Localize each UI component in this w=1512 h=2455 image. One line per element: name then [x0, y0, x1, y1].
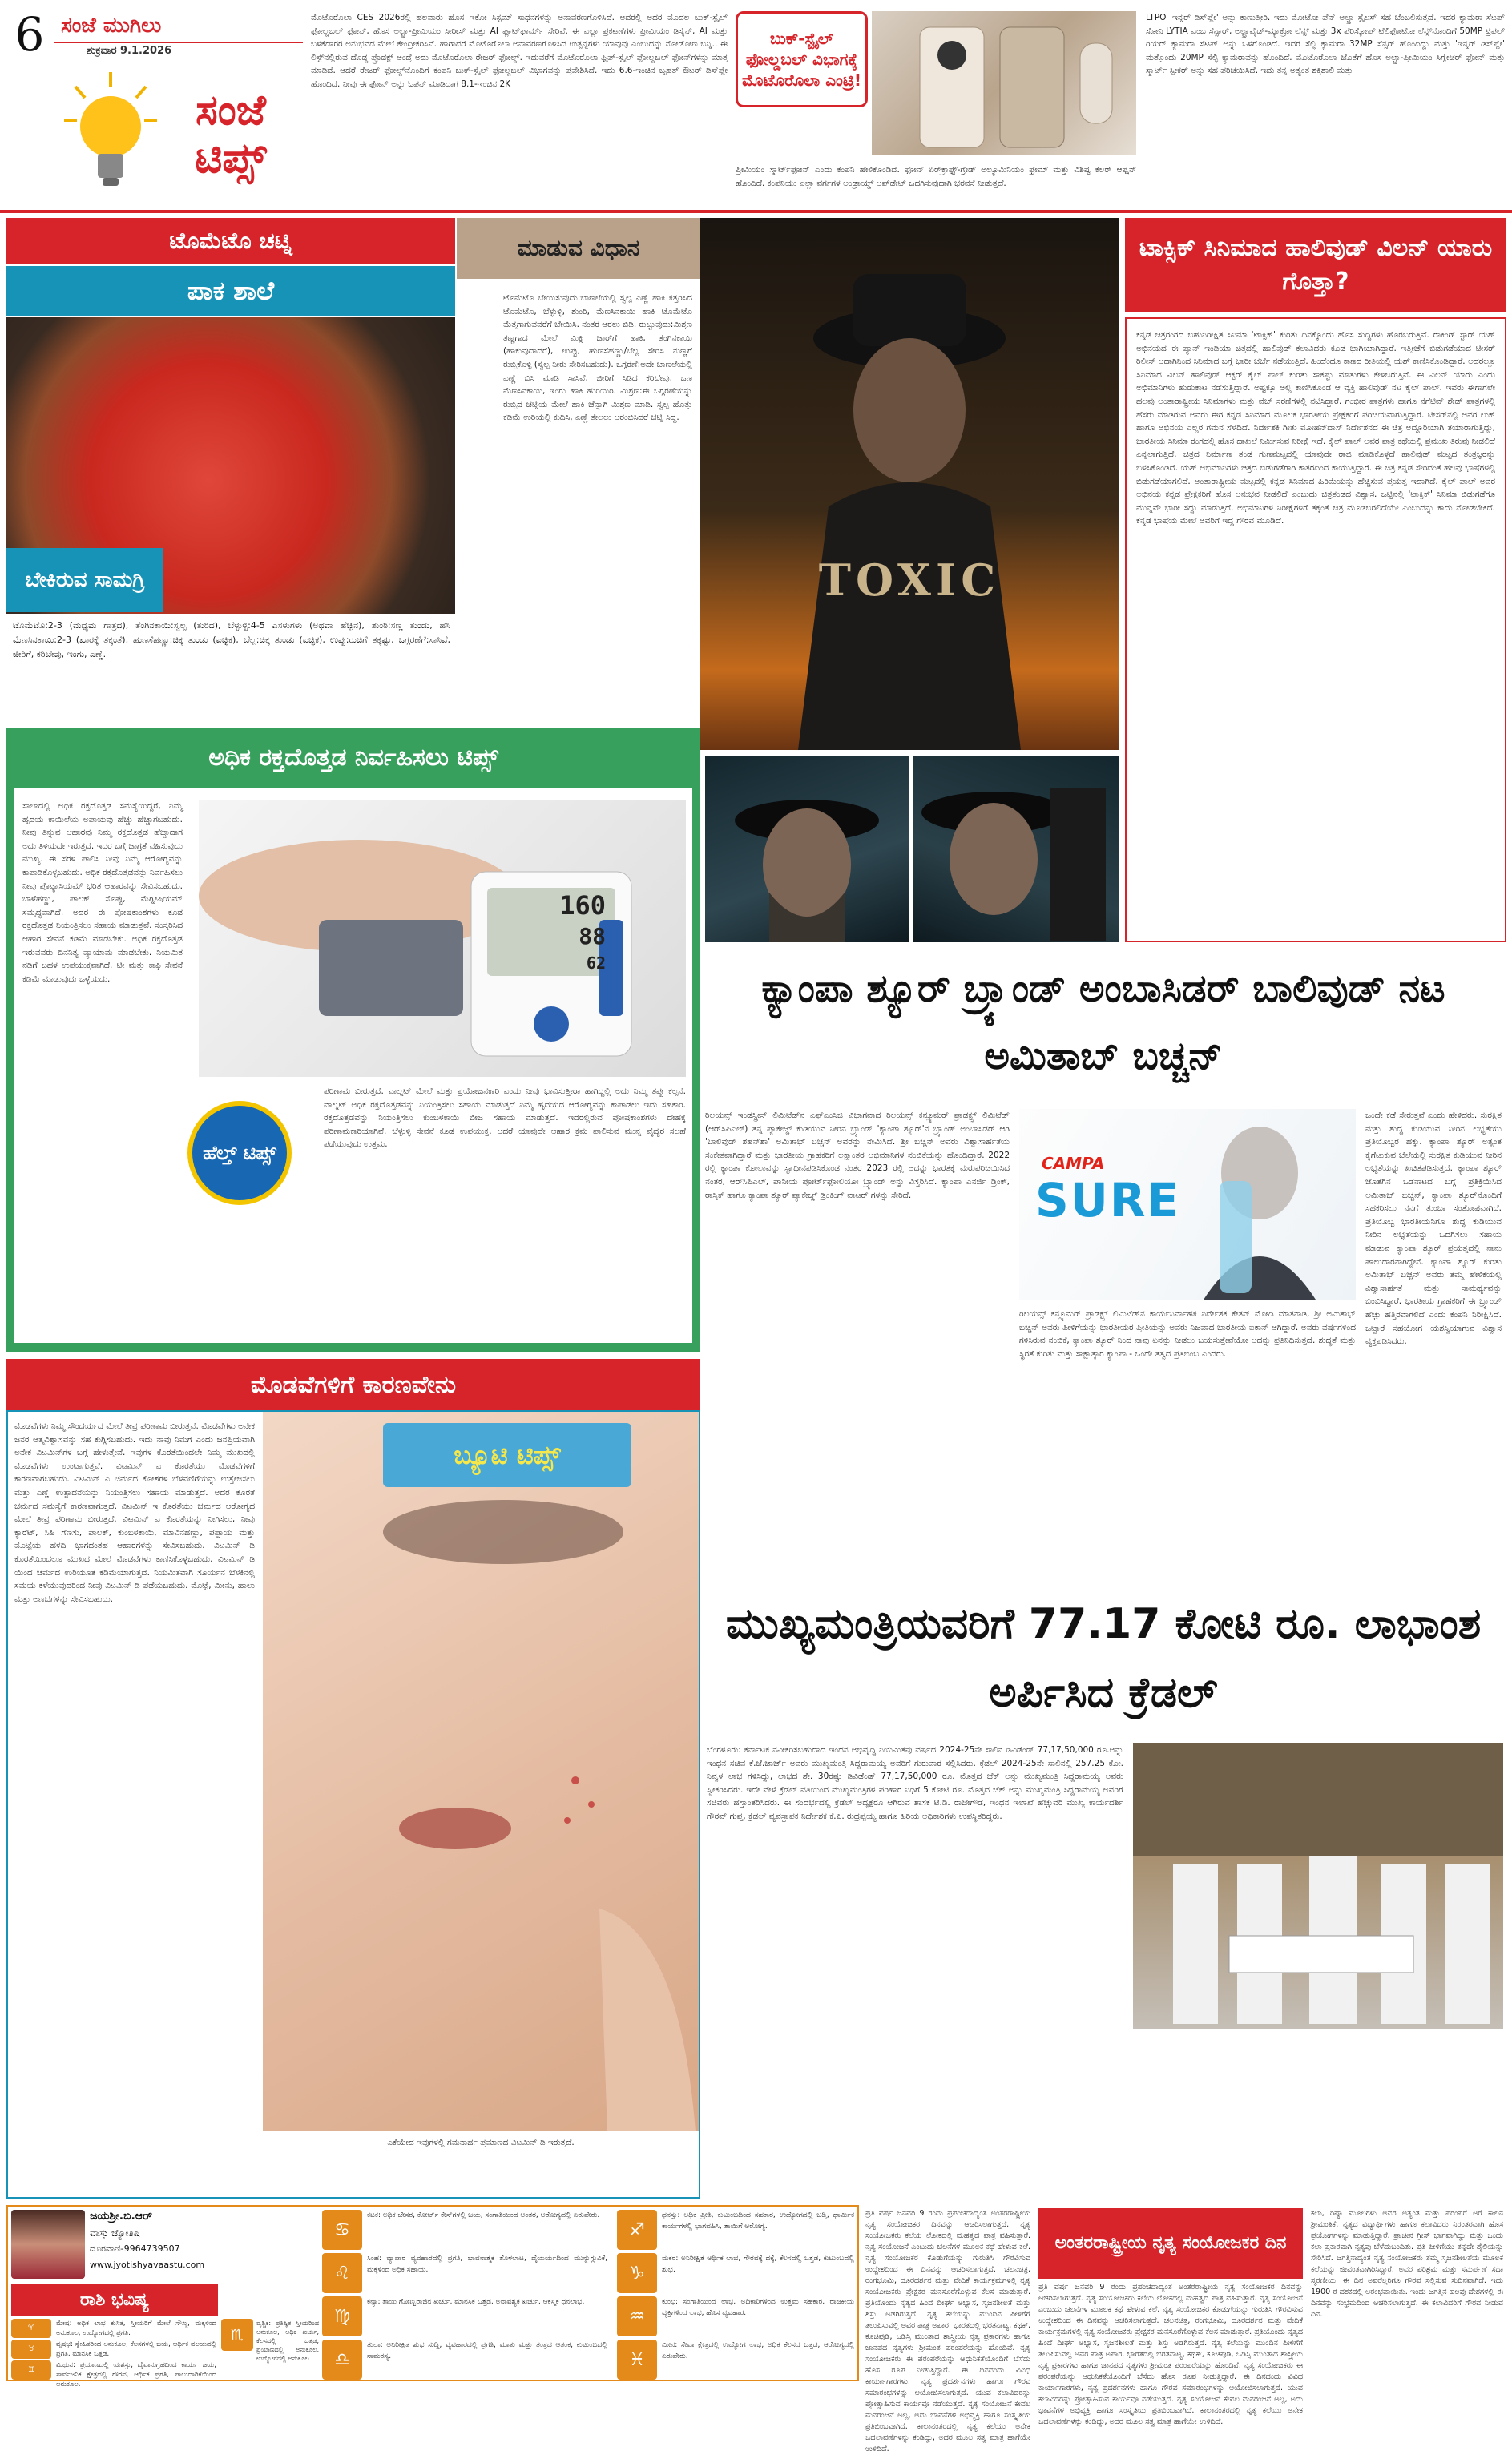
toxic-poster	[700, 218, 1119, 750]
beauty-tips-badge: ಬ್ಯೂಟಿ ಟಿಪ್ಸ್	[383, 1423, 631, 1487]
campa-body-left: ರಿಲಯನ್ಸ್ ಇಂಡಸ್ಟ್ರೀಸ್ ಲಿಮಿಟೆಡ್‌ನ ಎಫ್‌ಎಂಸಿಜಿ ವಿಭಾಗವಾದ ರಿಲಯನ್ಸ್ ಕನ್ಸ್ಯೂಮರ್ ಪ್ರಾಡಕ್ಟ್ಸ್ ಲಿಮಿಟೆಡ್ (ಆರ್‌ಸಿಪಿಎಲ್) ತನ್ನ ಪ್ಯಾಕೇಜ್ಡ್ ಕುಡಿಯುವ ನೀರಿನ ಬ್ರ್ಯಾಂಡ್ 'ಕ್ಯಾಂಪಾ ಶ್ಯೂರ್'ನ ಬ್ರ್ಯಾಂಡ್ ಅಂಬಾಸಿಡರ್ ಆಗಿ 'ಬಾಲಿವುಡ್ ಶಹನ್‌ಶಾ' ಅಮಿತಾಭ್ ಬಚ್ಚನ್ ಅವರನ್ನು ನೇಮಿಸಿದೆ. ಶ್ರೀ ಬಚ್ಚನ್ ಅವರು ವಿಶ್ವಾಸಾರ್ಹತೆಯ ಸಂಕೇತವಾಗಿದ್ದಾರೆ ಮತ್ತು ಭಾರತೀಯ ಗ್ರಾಹಕರಿಗೆ ಲಕ್ಷಾಂತರ ಅಭಿಮಾನಿಗಳ ನಂಬಿಕೆಯನ್ನು ಹೊಂದಿದ್ದಾರೆ. 2022 ರಲ್ಲಿ ಕ್ಯಾಂಪಾ ಕೋಲಾವನ್ನು ಸ್ವಾಧೀನಪಡಿಸಿಕೊಂಡ ನಂತರ 2023 ರಲ್ಲಿ ಅದನ್ನು ಭಾರತಕ್ಕೆ ಮರುಪರಿಚಯಿಸಿದ ನಂತರ, ಆರ್‌ಸಿಪಿಎಲ್, ಪಾನೀಯ ಪೋರ್ಟ್‌ಫೋಲಿಯೋ ಬ್ರ್ಯಾಂಡ್ ಅನ್ನು ವಿಸ್ತರಿಸಿದೆ. ಕ್ಯಾಂಪಾ ಎನರ್ಜಿ ಡ್ರಿಂಕ್, ರಾಸ್ಕಿಕ್ ಹಾಗೂ ಕ್ಯಾಂಪಾ ಶ್ಯೂರ್ ಪ್ಯಾಕೇಜ್ಡ್ ಡ್ರಿಂಕಿಂಗ್ ವಾಟರ್ ಗಳನ್ನು ಸೇರಿದೆ.	[705, 1111, 1010, 1200]
tech-body-right: LTPO 'ಇನ್ನರ್ ಡಿಸ್‌ಪ್ಲೇ' ಅನ್ನು ಕಾಣುತ್ತೀರಿ. ಇದು ಮೋಟೋ ಪೆನ್ ಅಲ್ಟ್ರಾ ಸ್ಟೈಲಸ್ ಸಹ ಬೆಂಬಲಿಸುತ್ತದೆ. ಇದರ ಕ್ಯಾಮರಾ ಸೆಟಪ್ ಸೋನಿ LYTIA ಎಂಬ ಸೆನ್ಸಾರ್, ಅಲ್ಟ್ರಾವೈಡ್-ಮ್ಯಾಕ್ರೋ ಲೆನ್ಸ್ ಮತ್ತು 3x ಪೆರಿಸ್ಕೋಪ್ ಟೆಲಿಫೋಟೋ ಲೆನ್ಸ್‌ನೊಂದಿಗೆ 50MP ಟ್ರಿಪಲ್ ರಿಯರ್ ಕ್ಯಾಮರಾ ಸೆಟಪ್ ಅನ್ನು ಒಳಗೊಂಡಿದೆ. ಇದರ ಸೆಲ್ಫಿ ಕ್ಯಾಮರಾ 32MP ಸೆನ್ಸರ್ ಹೊಂದಿದ್ದು ಮತ್ತು 'ಇನ್ನರ್ ಡಿಸ್‌ಪ್ಲೇ' ಮತ್ತೊಂದು 20MP ಸೆಲ್ಫಿ ಕ್ಯಾಮರಾವನ್ನು ಹೊಂದಿದೆ. ಮೊಟೊರೊಲಾ ಜೊತೆಗೆ ಹೊಸ ಅಲ್ಟ್ರಾ-ಪ್ರೀಮಿಯಂ ಸಿಗ್ನೇಚರ್ ಫೋನ್ ಮತ್ತು ಸ್ಮಾರ್ಟ್ ಸ್ಪೀಕರ್ ಅನ್ನು ಸಹ ಪರಿಚಯಿಸಿದೆ. ಇದು ತನ್ನ ಅತ್ಯಂತ ಶಕ್ತಿಶಾಲಿ ಮತ್ತು	[1146, 13, 1505, 76]
recipe-method-label: ಮಾಡುವ ವಿಧಾನ	[457, 218, 700, 279]
paper-name-banner	[54, 8, 303, 43]
paper-name: ಸಂಜೆ ಮುಗಿಲು	[61, 14, 162, 38]
divider	[0, 210, 1512, 213]
scorpio-icon: ♏	[221, 2319, 253, 2351]
campa-headline: ಕ್ಯಾಂಪಾ ಶ್ಯೂರ್ ಬ್ರ್ಯಾಂಡ್ ಅಂಬಾಸಿಡರ್ ಬಾಲಿವುಡ್ ನಟ ಅಮಿತಾಬ್ ಬಚ್ಚನ್	[761, 966, 1445, 1078]
libra-icon: ♎	[322, 2340, 362, 2380]
rashi-column-2: ♋ ಕಟಕ: ಅಧಿಕ ಬೇಸರ, ಕೋರ್ಟ್ ಕೇಸ್‌ಗಳಲ್ಲಿ ಜಯ, ಸಂಗಾತಿಯಿಂದ ಆಂತರ, ಆರೋಗ್ಯದಲ್ಲಿ ಏರುಪೇರು. ♌ ಸಿಂಹ: ವ್ಯಾಪಾರ ವ್ಯವಹಾರದಲ್ಲಿ ಪ್ರಗತಿ, ಭಾವನಾತ್ಮಕ ತೊಳಲಾಟ, ದೈಯರ್ಯದಿಂದ ಮುನ್ನುಗ್ಗುವಿಕೆ, ಮಕ್ಕಳಿಂದ ಅಧಿಕ ಸಹಾಯ. ♍ ಕನ್ಯಾ: ತಾಯಿ ಗೋಣ್ವರಾಜಿನ ಖರ್ಚು, ಮಾನಸಿಕ ಒತ್ತಡ, ಅನಾವಶ್ಯಕ ಖರ್ಚು, ಆಕಸ್ಮಿಕ ಧನಲಾಭ. ♎ ತುಲಾ: ಅನಿರೀಕ್ಷಿತ ಶುಭ ಸುದ್ದಿ, ವ್ಯವಹಾರದಲ್ಲಿ ಪ್ರಗತಿ, ಮಾತು ಮತ್ತು ತಂತ್ರದ ಆತಂಕ, ಕುಟುಂಬದಲ್ಲಿ ಸಾಮರಸ್ಯ.	[322, 2210, 611, 2380]
astrologer-website: www.jyotishyavaastu.com	[90, 2259, 205, 2270]
dance-article	[865, 2205, 1506, 2453]
campa-ad-image	[1019, 1109, 1356, 1300]
virgo-icon: ♍	[322, 2296, 362, 2336]
gemini-icon: ♊	[11, 2360, 51, 2380]
health-tips-badge: ಹೆಲ್ತ್ ಟಿಪ್ಸ್	[187, 1101, 292, 1205]
bp-monitor-photo	[199, 800, 686, 1077]
toxic-poster-title: TOXIC	[818, 554, 1001, 606]
campa-logo-main: SURE	[1035, 1173, 1181, 1228]
aquarius-icon: ♒	[617, 2296, 657, 2336]
kitchen-label-bar: ಪಾಕ ಶಾಲೆ	[6, 266, 455, 316]
acne-photo-caption: ಎಕೆಯೇದ ಇವುಗಳಲ್ಲಿ ಗಮನಾರ್ಹ ಪ್ರಮಾಣದ ವಿಟಮಿನ್ ಡಿ ಇರುತ್ತದೆ.	[387, 2138, 575, 2147]
campa-body-mid: ರಿಲಯನ್ಸ್ ಕನ್ಸ್ಯೂಮರ್ ಪ್ರಾಡಕ್ಟ್ಸ್ ಲಿಮಿಟೆಡ್‌ನ ಕಾರ್ಯನಿರ್ವಾಹಕ ನಿರ್ದೇಶಕ ಕೇತನ್ ಮೋದಿ ಮಾತನಾಡಿ, ಶ್ರೀ ಅಮಿತಾಭ್ ಬಚ್ಚನ್ ಅವರು ಪೀಳಿಗೆಯನ್ನು ಭಾರತೀಯರ ಪ್ರೀತಿಯನ್ನು ಅವರು ನಿಜವಾದ ಭಾರತೀಯ ಐಕಾನ್ ಆಗಿದ್ದಾರೆ. ಅವರು ವರ್ಷಗಳಿಂದ ಗಳಿಸಿರುವ ನಂಬಿಕೆ, ಕ್ಯಾಂಪಾ ಶ್ಯೂರ್ ನಿಂದ ನಾವು ಏನನ್ನು ನೀಡಲು ಬಯಸುತ್ತೇವೆಯೋ ಅದನ್ನು ಪ್ರತಿನಿಧಿಸುತ್ತದೆ. ಶುದ್ಧತೆ ಮತ್ತು ಸ್ಥಿರತೆ ಕುರಿತು ಮತ್ತು ಸಾಕ್ಷಾತ್ಕಾರ ಕ್ಯಾಂಪಾ - ಒಂದೇ ತತ್ವದ ಪ್ರತಿಬಿಂಬ ಎಂದರು.	[1019, 1309, 1356, 1359]
astrologer-phone: ದೂರವಾಣಿ-9964739507	[90, 2243, 180, 2254]
bp-section	[6, 728, 700, 1352]
tech-body-bottom: ಪ್ರೀಮಿಯಂ ಸ್ಮಾರ್ಟ್‌ಫೋನ್ ಎಂದು ಕಂಪನಿ ಹೇಳಿಕೊಂಡಿದೆ. ಫೋನ್ ಏರ್‌ಕ್ರಾಫ್ಟ್-ಗ್ರೇಡ್ ಅಲ್ಯೂಮಿನಿಯಂ ಫ್ರೇಮ್ ಮತ್ತು ವಿಶಿಷ್ಟ ಕಲರ್ ಆಪ್ಷನ್ ಹೊಂದಿದೆ. ಕಂಪನಿಯು ಎಲ್ಲಾ ವರ್ಗಗಳ ಅಂಡ್ರಾಯ್ಡ್ ಅಪ್‌ಡೇಟ್ ಒದಗಿಸುವುದಾಗಿ ಭರವಸೆ ನೀಡುತ್ತದೆ.	[736, 165, 1136, 188]
aries-icon: ♈	[11, 2319, 51, 2338]
recipe-title: ಟೊಮೆಟೊ ಚಟ್ನಿ	[6, 218, 455, 264]
cm-event-photo	[1133, 1743, 1503, 2029]
bp-body-right: ಪರಿಣಾಮ ಬೀರುತ್ತದೆ. ವಾಲ್ನಟ್ ಮೇಲೆ ಮತ್ತು ಪ್ರಯೋಜನಕಾರಿ ಎಂದು ನೀವು ಭಾವಿಸುತ್ತೀರಾ ಹಾಗಿದ್ದಲ್ಲಿ ಅದು ನಿಮ್ಮ ತಪ್ಪು ಕಲ್ಪನೆ. ವಾಲ್ನಟ್ ಅಧಿಕ ರಕ್ತದೊತ್ತಡವನ್ನು ನಿಯಂತ್ರಿಸಲು ಸಹಾಯ ಮಾಡುತ್ತದೆ ನಿಮ್ಮ ಹೃದಯದ ಆರೋಗ್ಯವನ್ನು ಕಾಪಾಡಲು ಇದು ಸಹಕಾರಿ. ರಕ್ತದೊತ್ತಡವನ್ನು ನಿಯಂತ್ರಿಸಲು ಕುಂಬಳಕಾಯಿ ಬೀಜ ಸಹಾಯ ಮಾಡುತ್ತದೆ. ಇದರಲ್ಲಿರುವ ಪೋಷಕಾಂಶಗಳು ದೇಹಕ್ಕೆ ಪರಿಣಾಮಕಾರಿಯಾಗಿವೆ. ಬೆಳ್ಳುಳ್ಳಿ ಸೇವನೆ ಕೂಡ ಉಪಯುಕ್ತ. ಆದರೆ ಯಾವುದೇ ಆಹಾರ ಕ್ರಮ ಪಾಲಿಸುವ ಮುನ್ನ ವೈದ್ಯರ ಸಲಹೆ ಪಡೆಯುವುದು ಉತ್ತಮ.	[324, 1086, 686, 1150]
bp-body-box	[14, 788, 692, 1343]
acne-section	[6, 1359, 700, 2199]
acne-face-photo	[263, 1412, 699, 2131]
dance-headline: ಅಂತರರಾಷ್ಟ್ರೀಯ ನೃತ್ಯ ಸಂಯೋಜಕರ ದಿನ	[1038, 2208, 1303, 2279]
rashi-item: ♉ ವೃಷಭ: ಸ್ನೇಹಿತರಿಂದ ಅನುಕೂಲ, ಕೆಲಸಗಳಲ್ಲಿ ಜಯ, ಆರ್ಥಿಕ ವಲಯದಲ್ಲಿ ಪ್ರಗತಿ, ಮಾನಸಿಕ ಒತ್ತಡ.	[11, 2340, 218, 2359]
ingredients-label: ಬೇಕಿರುವ ಸಾಮಗ್ರಿ	[6, 548, 163, 612]
tech-article	[311, 11, 1505, 204]
toxic-body-frame	[1125, 317, 1506, 942]
astrologer-role: ವಾಸ್ತು ಜ್ಯೋತಿಷಿ	[90, 2227, 140, 2239]
campa-logo-top: CAMPA	[1042, 1154, 1105, 1173]
rashi-item: ♈ ಮೇಷ: ಅಧಿಕ ಲಾಭ ಕುಸಿತ, ಸ್ತ್ರೀಯರಿಗೆ ಮೇಲೆ ಸೌಖ್ಯ, ಮಕ್ಕಳಿಂದ ಅನುಕೂಲ, ಉದ್ಯೋಗದಲ್ಲಿ ಪ್ರಗತಿ.	[11, 2319, 218, 2338]
rashi-item: ♏ ವೃಶ್ಚಿಕ: ಪ್ರತಿಷ್ಠಿತ ಸ್ತ್ರೀಯರಿಂದ ಅನುಕೂಲ, ಅಧಿಕ ಖರ್ಚು, ಕೆಲಸದಲ್ಲಿ ಒತ್ತಡ, ಪ್ರಯಾಣದಲ್ಲಿ ಅನುಕೂಲ, ಉದ್ಯೋಗದಲ್ಲಿ ಅನುಕೂಲ.	[221, 2319, 319, 2380]
sagittarius-icon: ♐	[617, 2210, 657, 2250]
cancer-icon: ♋	[322, 2210, 362, 2250]
tech-headline: ಬುಕ್-ಸ್ಟೈಲ್ ಫೋಲ್ಡಬಲ್ ವಿಭಾಗಕ್ಕೆ ಮೊಟೊರೊಲಾ ಎಂಟ್ರಿ!	[736, 11, 868, 107]
capricorn-icon: ♑	[617, 2253, 657, 2293]
cm-article	[700, 1583, 1506, 2205]
cm-body: ಬೆಂಗಳೂರು: ಕರ್ನಾಟಕ ನವೀಕರಿಸಬಹುದಾದ ಇಂಧನ ಅಭಿವೃದ್ಧಿ ನಿಯಮಿತವು ವರ್ಷದ 2024-25ನೇ ಸಾಲಿನ ಡಿವಿಡೆಂಡ್ 77,17,50,000 ರೂ.ಅನ್ನು ಇಂಧನ ಸಚಿವ ಕೆ.ಜೆ.ಜಾರ್ಜ್ ಅವರು ಮುಖ್ಯಮಂತ್ರಿ ಸಿದ್ದರಾಮಯ್ಯ ಅವರಿಗೆ ಗುರುವಾರ ಸಲ್ಲಿಸಿದರು. ಕ್ರೆಡಲ್ 2024-25ನೇ ಸಾಲಿನಲ್ಲಿ 257.25 ಕೋ. ನಿವ್ವಳ ಲಾಭ ಗಳಿಸಿದ್ದು, ಲಾಭದ ಶೇ. 30ರಷ್ಟು ಡಿವಿಡೆಂಡ್ 77,17,50,000 ರೂ. ಮೊತ್ತದ ಚೆಕ್ ಅನ್ನು ಮುಖ್ಯಮಂತ್ರಿ ಸಿದ್ದರಾಮಯ್ಯ ಅವರು ಸ್ವೀಕರಿಸಿದರು. ಇದೇ ವೇಳೆ ಕ್ರೆಡಲ್ ವತಿಯಿಂದ ಮುಖ್ಯಮಂತ್ರಿಗಳ ಪರಿಹಾರ ನಿಧಿಗೆ 5 ಕೋಟಿ ರೂ. ಮೊತ್ತದ ಚೆಕ್ ಅನ್ನು ಮುಖ್ಯಮಂತ್ರಿ ಸಿದ್ದರಾಮಯ್ಯ ಅವರಿಗೆ ಸಚಿವರು ಹಸ್ತಾಂತರಿಸಿದರು. ಈ ಸಂದರ್ಭದಲ್ಲಿ ಕ್ರೆಡಲ್ ಅಧ್ಯಕ್ಷರೂ ಆಗಿರುವ ಶಾಸಕ ಟಿ.ಡಿ. ರಾಜೇಗೌಡ, ಇಂಧನ ಇಲಾಖೆ ಹೆಚ್ಚುವರಿ ಮುಖ್ಯ ಕಾರ್ಯದರ್ಶಿ ಗೌರವ್ ಗುಪ್ತ, ಕ್ರೆಡಲ್ ವ್ಯವಸ್ಥಾಪಕ ನಿರ್ದೇಶಕ ಕೆ.ಪಿ. ರುದ್ರಪ್ಪಯ್ಯ ಹಾಗೂ ಹಿರಿಯ ಅಧಿಕಾರಿಗಳು ಉಪಸ್ಥಿತರಿದ್ದರು.	[707, 1745, 1123, 1821]
ingredients-text: ಟೊಮೆಟೊ:2-3 (ಮಧ್ಯಮ ಗಾತ್ರದ), ತೆಂಗಿನಕಾಯಿ:ಸ್ವಲ್ಪ (ತುರಿದ), ಬೆಳ್ಳುಳ್ಳಿ:4-5 ಎಸಳುಗಳು (ಅಥವಾ ಹೆಚ್ಚಿನ), ಶುಂಠಿ:ಸಣ್ಣ ತುಂಡು, ಹಸಿ ಮೆಣಸಿನಕಾಯಿ:2-3 (ಖಾರಕ್ಕೆ ತಕ್ಕಂತೆ), ಹುಣಸೆಹಣ್ಣು:ಚಿಕ್ಕ ತುಂಡು (ಐಚ್ಛಿಕ), ಬೆಲ್ಲ:ಚಿಕ್ಕ ತುಂಡು (ಐಚ್ಛಿಕ), ಉಪ್ಪು:ರುಚಿಗೆ ತಕ್ಕಷ್ಟು, ಒಗ್ಗರಣೆಗೆ:ಸಾಸಿವೆ, ಜೀರಿಗೆ, ಕರಿಬೇವು, ಇಂಗು, ಎಣ್ಣೆ.	[13, 620, 450, 659]
toxic-article	[1125, 218, 1506, 942]
rashi-title: ರಾಶಿ ಭವಿಷ್ಯ	[11, 2284, 218, 2316]
leo-icon: ♌	[322, 2253, 362, 2293]
dance-body-bottom: ಪ್ರತಿ ವರ್ಷ ಜನವರಿ 9 ರಂದು ಪ್ರಪಂಚದಾದ್ಯಂತ ಅಂತರರಾಷ್ಟ್ರೀಯ ನೃತ್ಯ ಸಂಯೋಜಕರ ದಿನವನ್ನು ಆಚರಿಸಲಾಗುತ್ತದೆ. ನೃತ್ಯ ಸಂಯೋಜಕರು ಕಲೆಯ ಲೋಕದಲ್ಲಿ ಮಹತ್ವದ ಪಾತ್ರ ವಹಿಸುತ್ತಾರೆ. ನೃತ್ಯ ಸಂಯೋಜನೆ ಎಂಬುದು ಚಲನೆಗಳ ಮೂಲಕ ಕಥೆ ಹೇಳುವ ಕಲೆ. ನೃತ್ಯ ಸಂಯೋಜಕರ ಕೊಡುಗೆಯನ್ನು ಗುರುತಿಸಿ ಗೌರವಿಸುವ ಉದ್ದೇಶದಿಂದ ಈ ದಿನವನ್ನು ಆಚರಿಸಲಾಗುತ್ತದೆ. ಚಲನಚಿತ್ರ, ರಂಗಭೂಮಿ, ದೂರದರ್ಶನ ಮತ್ತು ವೇದಿಕೆ ಕಾರ್ಯಕ್ರಮಗಳಲ್ಲಿ ನೃತ್ಯ ಸಂಯೋಜಕರು ಪ್ರೇಕ್ಷಕರ ಮನಸೂರೆಗೊಳ್ಳುವ ಕೆಲಸ ಮಾಡುತ್ತಾರೆ. ಪ್ರತಿಯೊಂದು ನೃತ್ಯದ ಹಿಂದೆ ದೀರ್ಘ ಅಭ್ಯಾಸ, ಸೃಜನಶೀಲತೆ ಮತ್ತು ಶಿಸ್ತು ಅಡಗಿರುತ್ತದೆ. ನೃತ್ಯ ಕಲೆಯನ್ನು ಮುಂದಿನ ಪೀಳಿಗೆಗೆ ತಲುಪಿಸುವಲ್ಲಿ ಅವರ ಪಾತ್ರ ಅಪಾರ. ಭಾರತದಲ್ಲಿ ಭರತನಾಟ್ಯ, ಕಥಕ್, ಕೂಚಿಪುಡಿ, ಒಡಿಸ್ಸಿ ಮುಂತಾದ ಶಾಸ್ತ್ರೀಯ ನೃತ್ಯ ಪ್ರಕಾರಗಳು ಹಾಗೂ ಜಾನಪದ ನೃತ್ಯಗಳು ಶ್ರೀಮಂತ ಪರಂಪರೆಯನ್ನು ಹೊಂದಿವೆ. ನೃತ್ಯ ಸಂಯೋಜಕರು ಈ ಪರಂಪರೆಯನ್ನು ಆಧುನಿಕತೆಯೊಂದಿಗೆ ಬೆಸೆದು ಹೊಸ ರೂಪ ನೀಡುತ್ತಿದ್ದಾರೆ. ಈ ದಿನದಂದು ವಿವಿಧ ಕಾರ್ಯಾಗಾರಗಳು, ನೃತ್ಯ ಪ್ರದರ್ಶನಗಳು ಹಾಗೂ ಗೌರವ ಸಮಾರಂಭಗಳನ್ನು ಆಯೋಜಿಸಲಾಗುತ್ತದೆ. ಯುವ ಕಲಾವಿದರನ್ನು ಪ್ರೋತ್ಸಾಹಿಸುವ ಕಾರ್ಯವೂ ನಡೆಯುತ್ತದೆ. ನೃತ್ಯ ಸಂಯೋಜನೆ ಕೇವಲ ಮನರಂಜನೆ ಅಲ್ಲ, ಅದು ಭಾವನೆಗಳ ಅಭಿವ್ಯಕ್ತಿ ಹಾಗೂ ಸಂಸ್ಕೃತಿಯ ಪ್ರತಿಬಿಂಬವಾಗಿದೆ. ಕಾಲಾನಂತರದಲ್ಲಿ ನೃತ್ಯ ಕಲೆಯು ಅನೇಕ ಬದಲಾವಣೆಗಳನ್ನು ಕಂಡಿದ್ದು, ಅದರ ಮೂಲ ಸತ್ವ ಮಾತ್ರ ಹಾಗೆಯೇ ಉಳಿದಿದೆ.	[1038, 2283, 1303, 2426]
phone-product-image	[872, 11, 1136, 155]
astrologer-avatar	[11, 2210, 85, 2279]
tech-body-left: ಮೊಟೊರೊಲಾ CES 2026ರಲ್ಲಿ ಹಲವಾರು ಹೊಸ ಇಕೋ ಸಿಸ್ಟಮ್ ಸಾಧನಗಳನ್ನು ಅನಾವರಣಗೊಳಿಸಿದೆ. ಅದರಲ್ಲಿ ಅದರ ಮೊದಲ ಬುಕ್-ಸ್ಟೈಲ್ ಫೋಲ್ಡಬಲ್ ಫೋನ್, ಹೊಸ ಅಲ್ಟ್ರಾ-ಪ್ರೀಮಿಯಂ ಸೀರೀಸ್ ಮತ್ತು AI ಪ್ಲಾಟ್‌ಫಾರ್ಮ್ ಸೇರಿವೆ. ಈ ಎಲ್ಲಾ ಪ್ರಕಟಣೆಗಳು ಪ್ರೀಮಿಯಂ ಡಿಸೈನ್, AI ಮತ್ತು ಬಳಕೆದಾರರ ಅನುಭವದ ಮೇಲೆ ಕೇಂದ್ರೀಕರಿಸಿವೆ. ಹಾಗಾದರೆ ಮೊಟೊರೊಲಾ ಅನಾವರಣಗೊಳಿಸಿದ ಉತ್ಪನ್ನಗಳು ಯಾವುವು ಎಂಬುದನ್ನು ನೋಡೋಣ ಬನ್ನಿ.. ಈ ಲಿಸ್ಟ್‌ನಲ್ಲಿರುವ ದೊಡ್ಡ ಪ್ರೊಡಕ್ಟ್ ಅಂದ್ರೆ ಅದು ಮೊಟೊರೊಲಾ ರೇಜರ್ ಫೋಲ್ಡ್. ಇದುವರೆಗೆ ಮೊಟೊರೊಲಾ ಫ್ಲಿಪ್-ಸ್ಟೈಲ್ ಫೋಲ್ಡಬಲ್ ಫೋನ್‌ಗಳನ್ನು ಮಾತ್ರ ಮಾಡಿದೆ. ಆದರೆ ರೇಜರ್ ಫೋಲ್ಡ್‌ನೊಂದಿಗೆ ಕಂಪನಿ ಬುಕ್-ಸ್ಟೈಲ್ ಫೋಲ್ಡಬಲ್ ವಿಭಾಗವನ್ನು ಪ್ರವೇಶಿಸಿದೆ. ಇದು 6.6-ಇಂಚಿನ ಬೃಹತ್ ಔಟರ್ ಡಿಸ್‌ಪ್ಲೇ ಹೊಂದಿದೆ. ನೀವು ಈ ಫೋನ್ ಅನ್ನು ಓಪನ್ ಮಾಡಿದಾಗ 8.1-ಇಂಚಿನ 2K	[311, 13, 728, 89]
toxic-headline: ಟಾಕ್ಸಿಕ್ ಸಿನಿಮಾದ ಹಾಲಿವುಡ್ ವಿಲನ್ ಯಾರು ಗೊತ್ತಾ?	[1125, 218, 1506, 312]
campa-body-right: ಒಂದೇ ಕಡೆ ಸೇರುತ್ತವೆ ಎಂದು ಹೇಳಿದರು. ಸುರಕ್ಷಿತ ಮತ್ತು ಶುದ್ಧ ಕುಡಿಯುವ ನೀರಿನ ಲಭ್ಯತೆಯು ಪ್ರತಿಯೊಬ್ಬರ ಹಕ್ಕು. ಕ್ಯಾಂಪಾ ಶ್ಯೂರ್ ಅತ್ಯಂತ ಕೈಗೆಟುಕುವ ಬೆಲೆಯಲ್ಲಿ ಸುರಕ್ಷಿತ ಕುಡಿಯುವ ನೀರಿನ ಲಭ್ಯತೆಯನ್ನು ಖಚಿತಪಡಿಸುತ್ತದೆ. ಕ್ಯಾಂಪಾ ಶ್ಯೂರ್ ಜೊತೆಗಿನ ಒಡನಾಟದ ಬಗ್ಗೆ ಪ್ರತಿಕ್ರಿಯಿಸಿದ ಅಮಿತಾಭ್ ಬಚ್ಚನ್, ಕ್ಯಾಂಪಾ ಶ್ಯೂರ್‌ನೊಂದಿಗೆ ಸಹಕರಿಸಲು ನನಗೆ ತುಂಬಾ ಸಂತೋಷವಾಗಿದೆ. ಪ್ರತಿಯೊಬ್ಬ ಭಾರತೀಯನಿಗೂ ಶುದ್ಧ ಕುಡಿಯುವ ನೀರಿನ ಲಭ್ಯತೆಯನ್ನು ಒದಗಿಸಲು ಸಹಾಯ ಮಾಡುವ ಕ್ಯಾಂಪಾ ಶ್ಯೂರ್ ಪ್ರಯತ್ನದಲ್ಲಿ ನಾನು ಪಾಲುದಾರನಾಗಿದ್ದೇನೆ. ಕ್ಯಾಂಪಾ ಶ್ಯೂರ್ ಕುರಿತು ಅಮಿತಾಭ್ ಬಚ್ಚನ್ ಅವರು ತಮ್ಮ ಹೇಳಿಕೆಯಲ್ಲಿ ವಿಶ್ವಾಸಾರ್ಹತೆ ಮತ್ತು ಸಾಮರ್ಥ್ಯವನ್ನು ಬಿಂಬಿಸಿದ್ದಾರೆ. ಭಾರತೀಯ ಗ್ರಾಹಕರಿಗೆ ಈ ಬ್ರ್ಯಾಂಡ್ ಹೆಚ್ಚು ಹತ್ತಿರವಾಗಲಿದೆ ಎಂದು ಕಂಪನಿ ನಿರೀಕ್ಷಿಸಿದೆ. ಒಟ್ಟಾರೆ ಸಹಯೋಗ ಯಶಸ್ವಿಯಾಗುವ ವಿಶ್ವಾಸ ವ್ಯಕ್ತಪಡಿಸಿದರು.	[1365, 1111, 1502, 1347]
villain-still-1	[705, 756, 909, 942]
rashi-item: ♊ ಮಿಥುನ: ಪ್ರಯಾಣದಲ್ಲಿ ಯಶಸ್ಸು, ದೈವಾನುಗ್ರಹದಿಂದ ಕಾರ್ಯ ಜಯ, ಸಾರ್ವಜನಿಕ ಕ್ಷೇತ್ರದಲ್ಲಿ ಗೌರವ, ಆರ್ಥಿಕ ಪ್ರಗತಿ, ಪಾಲುದಾರಿಕೆಯಿಂದ ಅನುಕೂಲ.	[11, 2360, 218, 2380]
taurus-icon: ♉	[11, 2340, 51, 2359]
astro-section	[6, 2205, 859, 2388]
recipe-section	[6, 218, 700, 726]
section-title: ಸಂಜೆ ಟಿಪ್ಸ್	[195, 87, 267, 183]
bp-body-left: ಸಾಲಾದಲ್ಲಿ ಅಧಿಕ ರಕ್ತದೊತ್ತಡ ಸಮಸ್ಯೆಯಿದ್ದರೆ, ನಿಮ್ಮ ಹೃದಯ ಕಾಯಿಲೆಯ ಅಪಾಯವು ಹೆಚ್ಚು ಹೆಚ್ಚಾಗಬಹುದು. ನೀವು ತಿನ್ನುವ ಆಹಾರವು ನಿಮ್ಮ ರಕ್ತದೊತ್ತಡ ಹೆಚ್ಚಾದಾಗ ಅದು ತಿಳಿಯದೇ ಇರುತ್ತದೆ. ಇದರ ಬಗ್ಗೆ ಜಾಗ್ರತೆ ವಹಿಸುವುದು ಮುಖ್ಯ. ಈ ಸರಳ ಪಾಲಿಸಿ ನೀವು ನಿಮ್ಮ ಆರೋಗ್ಯವನ್ನು ಕಾಪಾಡಿಕೊಳ್ಳಬಹುದು. ಅಧಿಕ ರಕ್ತದೊತ್ತಡವನ್ನು ನಿರ್ವಹಿಸಲು ನೀವು ಪೊಟ್ಯಾಸಿಯಮ್ ಭರಿತ ಆಹಾರವನ್ನು ಸೇವಿಸಬಹುದು. ಬಾಳೆಹಣ್ಣು, ಪಾಲಕ್ ಸೊಪ್ಪು, ಮೆಗ್ನೀಷಿಯಮ್ ಸಮೃದ್ಧವಾಗಿದೆ. ಅದರ ಈ ಪೋಷಕಾಂಶಗಳು ಕೂಡ ರಕ್ತದೊತ್ತಡ ನಿಯಂತ್ರಿಸಲು ಸಹಾಯ ಮಾಡುತ್ತವೆ. ಸಂಸ್ಕರಿಸಿದ ಆಹಾರ ಸೇವನೆ ಕಡಿಮೆ ಮಾಡಬೇಕು. ಅಧಿಕ ರಕ್ತದೊತ್ತಡ ಇರುವವರು ದಿನನಿತ್ಯ ವ್ಯಾಯಾಮ ಮಾಡಬೇಕು. ನಿಯಮಿತ ನಡಿಗೆ ಬಹಳ ಉಪಯುಕ್ತವಾಗಿದೆ. ಟೀ ಮತ್ತು ಕಾಫಿ ಸೇವನೆ ಕಡಿಮೆ ಮಾಡುವುದು ಒಳ್ಳೆಯದು.	[22, 801, 183, 984]
bp-headline-bar	[6, 728, 700, 787]
bp-headline: ಅಧಿಕ ರಕ್ತದೊತ್ತಡ ನಿರ್ವಹಿಸಲು ಟಿಪ್ಸ್	[208, 743, 498, 772]
bulb-icon	[62, 71, 159, 191]
cm-headline: ಮುಖ್ಯಮಂತ್ರಿಯವರಿಗೆ 77.17 ಕೋಟಿ ರೂ. ಲಾಭಾಂಶ ಅರ್ಪಿಸಿದ ಕ್ರೆಡಲ್	[725, 1600, 1482, 1717]
toxic-body: ಕನ್ನಡ ಚಿತ್ರರಂಗದ ಬಹುನಿರೀಕ್ಷಿತ ಸಿನಿಮಾ 'ಟಾಕ್ಸಿಕ್' ಕುರಿತು ದಿನಕ್ಕೊಂದು ಹೊಸ ಸುದ್ದಿಗಳು ಹೊರಬರುತ್ತಿವೆ. ರಾಕಿಂಗ್ ಸ್ಟಾರ್ ಯಶ್ ಅಭಿನಯದ ಈ ಪ್ಯಾನ್ ಇಂಡಿಯಾ ಚಿತ್ರದಲ್ಲಿ ಹಾಲಿವುಡ್ ಕಲಾವಿದರು ಕೂಡ ಭಾಗಿಯಾಗಿದ್ದಾರೆ. ಇತ್ತೀಚೆಗೆ ಬಿಡುಗಡೆಯಾದ ಟೀಸರ್ ರಿಲೀಸ್ ಆದಾಗಿನಿಂದ ಸಿನಿಮಾದ ಬಗ್ಗೆ ಭಾರೀ ಚರ್ಚೆ ನಡೆಯುತ್ತಿದೆ. ಹಿಂದೆಂದೂ ಕಾಣದ ರೀತಿಯಲ್ಲಿ ಯಶ್ ಕಾಣಿಸಿಕೊಂಡಿದ್ದಾರೆ. ಅದರಲ್ಲೂ ಸಿನಿಮಾದ ವಿಲನ್ ಹಾಲಿವುಡ್ ಆಕ್ಟರ್ ಕೈಲ್ ಪಾಲ್ ಕುರಿತು ಸಾಕಷ್ಟು ಮಾತುಗಳು ಕೇಳಿಬರುತ್ತಿವೆ. ಈ ವಿಲನ್ ಯಾರು ಎಂದು ಅಭಿಮಾನಿಗಳು ಹುಡುಕಾಟ ನಡೆಸುತ್ತಿದ್ದಾರೆ. ಅಷ್ಟಕ್ಕೂ ಅಲ್ಲಿ ಕಾಣಿಸಿಕೊಂಡ ಆ ವ್ಯಕ್ತಿ ಹಾಲಿವುಡ್ ನಟ ಕೈಲ್ ಪಾಲ್. ಇವರು ಈಗಾಗಲೇ ಹಲವು ಅಂತಾರಾಷ್ಟ್ರೀಯ ಸಿನಿಮಾಗಳು ಮತ್ತು ವೆಬ್ ಸರಣಿಗಳಲ್ಲಿ ನಟಿಸಿದ್ದಾರೆ. ಗಂಭೀರ ಪಾತ್ರಗಳು ಹಾಗೂ ನೆಗೆಟಿವ್ ಶೇಡ್ ಪಾತ್ರಗಳಲ್ಲಿ ಹೆಸರು ಮಾಡಿರುವ ಅವರು ಈಗ ಕನ್ನಡ ಸಿನಿಮಾದ ಮೂಲಕ ಭಾರತೀಯ ಪ್ರೇಕ್ಷಕರಿಗೆ ಪರಿಚಯವಾಗುತ್ತಿದ್ದಾರೆ. ಟೀಸರ್‌ನಲ್ಲಿ ಅವರ ಲುಕ್ ಹಾಗೂ ಅಭಿನಯ ಎಲ್ಲರ ಗಮನ ಸೆಳೆದಿದೆ. ನಿರ್ದೇಶಕಿ ಗೀತು ಮೋಹನ್‌ದಾಸ್ ನಿರ್ದೇಶನದ ಈ ಚಿತ್ರ ಅದ್ದೂರಿಯಾಗಿ ತಯಾರಾಗುತ್ತಿದ್ದು, ಭಾರತೀಯ ಸಿನಿಮಾ ರಂಗದಲ್ಲಿ ಹೊಸ ದಾಖಲೆ ನಿರ್ಮಿಸುವ ನಿರೀಕ್ಷೆ ಇದೆ. ಕೈಲ್ ಪಾಲ್ ಅವರ ಪಾತ್ರ ಕಥೆಯಲ್ಲಿ ಪ್ರಮುಖ ತಿರುವು ನೀಡಲಿದೆ ಎನ್ನಲಾಗುತ್ತಿದೆ. ಚಿತ್ರದ ನಿರ್ಮಾಣ ತಂಡ ಗುಣಮಟ್ಟದಲ್ಲಿ ಯಾವುದೇ ರಾಜಿ ಮಾಡಿಕೊಳ್ಳದೆ ಹಾಲಿವುಡ್ ಮಟ್ಟದ ತಂತ್ರಜ್ಞರನ್ನು ಬಳಸಿಕೊಂಡಿದೆ. ಯಶ್ ಅಭಿಮಾನಿಗಳು ಚಿತ್ರದ ಬಿಡುಗಡೆಗಾಗಿ ಕಾತರದಿಂದ ಕಾಯುತ್ತಿದ್ದಾರೆ. ಈ ಚಿತ್ರ ಕನ್ನಡ ಸೇರಿದಂತೆ ಹಲವು ಭಾಷೆಗಳಲ್ಲಿ ಬಿಡುಗಡೆಯಾಗಲಿದೆ. ಅಂತಾರಾಷ್ಟ್ರೀಯ ಮಟ್ಟದಲ್ಲಿ ಕನ್ನಡ ಸಿನಿಮಾದ ಹಿರಿಮೆಯನ್ನು ಹೆಚ್ಚಿಸುವ ಪ್ರಯತ್ನ ಇದಾಗಿದೆ. ಕೈಲ್ ಪಾಲ್ ಅವರ ಅಭಿನಯ ಕನ್ನಡ ಪ್ರೇಕ್ಷಕರಿಗೆ ಹೊಸ ಅನುಭವ ನೀಡಲಿದೆ ಎಂಬುದು ಚಿತ್ರತಂಡದ ವಿಶ್ವಾಸ. ಒಟ್ಟಿನಲ್ಲಿ 'ಟಾಕ್ಸಿಕ್' ಸಿನಿಮಾ ಬಿಡುಗಡೆಗೂ ಮುನ್ನವೇ ಭಾರೀ ಸದ್ದು ಮಾಡುತ್ತಿದೆ. ಅಭಿಮಾನಿಗಳ ನಿರೀಕ್ಷೆಗಳಿಗೆ ತಕ್ಕಂತೆ ಚಿತ್ರ ಮೂಡಿಬರಲಿದೆಯೇ ಎಂಬುದನ್ನು ಕಾದು ನೋಡಬೇಕಿದೆ. ಕನ್ನಡ ಭಾಷೆಯ ಮೇಲೆ ಅವರಿಗೆ ಇದ್ದ ಗೌರವ ಮೂಡಿದೆ.	[1136, 330, 1495, 526]
bp-monitor-readings: 160 88 62	[559, 890, 606, 973]
dance-body-right: ಕಲಾ, ರಿಷ್ಯಾ ಮೂಲಗಳು ಅವರ ಅತ್ಯಂತ ಮತ್ತು ಪರಂಪರೆ ಅರೆ ಕಾಲಿನ ಶ್ರೀಮಂತಿಕೆ. ನೃತ್ಯದ ವಿದ್ಯಾರ್ಥಿಗಳು ಹಾಗೂ ಕಲಾವಿದರು ನಿರಂತರವಾಗಿ ಹೊಸ ಪ್ರಯೋಗಗಳನ್ನು ಮಾಡುತ್ತಿದ್ದಾರೆ. ಪ್ರಾಚೀನ ಗ್ರೀಸ್ ಭಾಗವಾಗಿದ್ದು ಮತ್ತು ಒಂದು ಕಲಾ ಪ್ರಕಾರವಾಗಿ ನೃತ್ಯವು ಬೆಳೆದುಬಂದಿತು. ಪ್ರತಿ ಪೀಳಿಗೆಯು ತನ್ನದೇ ಶೈಲಿಯನ್ನು ಸೇರಿಸಿದೆ. ಜಗತ್ತಿನಾದ್ಯಂತ ನೃತ್ಯ ಸಂಯೋಜಕರು ತಮ್ಮ ಸೃಜನಶೀಲತೆಯ ಮೂಲಕ ಕಲೆಯನ್ನು ಜೀವಂತವಾಗಿರಿಸಿದ್ದಾರೆ. ಅವರ ಪರಿಶ್ರಮ ಮತ್ತು ಸಮರ್ಪಣೆ ಸದಾ ಸ್ಮರಣೀಯ. ಈ ದಿನ ಅವರೆಲ್ಲರಿಗೂ ಗೌರವ ಸಲ್ಲಿಸುವ ಸುದಿನವಾಗಿದೆ. ಇದು 1900 ರ ದಶಕದಲ್ಲಿ ಆರಂಭವಾಯಿತು. ಇಂದು ಜಗತ್ತಿನ ಹಲವು ದೇಶಗಳಲ್ಲಿ ಈ ದಿನವನ್ನು ಸಂಭ್ರಮದಿಂದ ಆಚರಿಸಲಾಗುತ್ತದೆ. ಈ ಕಲಾವಿದರಿಗೆ ಗೌರವ ನೀಡುವ ದಿನ.	[1311, 2209, 1503, 2319]
acne-headline: ಮೊಡವೆಗಳಿಗೆ ಕಾರಣವೇನು	[6, 1359, 700, 1410]
acne-body: ಮೊಡವೆಗಳು ನಿಮ್ಮ ಸೌಂದರ್ಯದ ಮೇಲೆ ತೀವ್ರ ಪರಿಣಾಮ ಬೀರುತ್ತವೆ. ಮೊಡವೆಗಳು ಅನೇಕ ಜನರ ಆತ್ಮವಿಶ್ವಾಸವನ್ನು ಸಹ ಕುಗ್ಗಿಸಬಹುದು. ಇದು ನಾವು ನಿಮಗೆ ಎಂದು ಜನಪ್ರಿಯವಾಗಿ ಅನೇಕ ವಿಟಮಿನ್‌ಗಳ ಬಗ್ಗೆ ಹೇಳುತ್ತೇವೆ. ಇವುಗಳ ಕೊರತೆಯಿಂದಲೇ ನಿಮ್ಮ ಮುಖದಲ್ಲಿ ಮೊಡವೆಗಳು ಉಂಟಾಗುತ್ತವೆ. ವಿಟಮಿನ್ ಎ ಕೊರತೆಯು ಮೊಡವೆಗಳಿಗೆ ಕಾರಣವಾಗಬಹುದು. ವಿಟಮಿನ್ ಎ ಚರ್ಮದ ಕೋಶಗಳ ಬೆಳವಣಿಗೆಯನ್ನು ಉತ್ತೇಜಿಸಲು ಮತ್ತು ಎಣ್ಣೆ ಉತ್ಪಾದನೆಯನ್ನು ನಿಯಂತ್ರಿಸಲು ಸಹಾಯ ಮಾಡುತ್ತದೆ. ಅದರ ಕೊರತೆ ಚರ್ಮದ ಸಮಸ್ಯೆಗೆ ಕಾರಣವಾಗುತ್ತದೆ. ವಿಟಮಿನ್ ಇ ಕೊರತೆಯು ಚರ್ಮದ ಆರೋಗ್ಯದ ಮೇಲೆ ತೀವ್ರ ಪರಿಣಾಮ ಬೀರುತ್ತದೆ. ವಿಟಮಿನ್ ಎ ಕೊರತೆಯನ್ನು ನೀಗಿಸಲು, ನೀವು ಕ್ಯಾರೆಟ್, ಸಿಹಿ ಗೆಣಸು, ಪಾಲಕ್, ಕುಂಬಳಕಾಯಿ, ಮಾವಿನಹಣ್ಣು, ಪಪ್ಪಾಯ ಮತ್ತು ಮೊಟ್ಟೆಯ ಹಳದಿ ಭಾಗದಂತಹ ಆಹಾರಗಳನ್ನು ಸೇವಿಸಬಹುದು. ವಿಟಮಿನ್ ಡಿ ಕೊರತೆಯಿಂದಲೂ ಮುಖದ ಮೇಲೆ ಮೊಡವೆಗಳು ಕಾಣಿಸಿಕೊಳ್ಳಬಹುದು. ವಿಟಮಿನ್ ಡಿ ಯಿಂದ ಚರ್ಮದ ಉರಿಯೂತ ಕಡಿಮೆಯಾಗುತ್ತದೆ. ನಿಯಮಿತವಾಗಿ ಸೂರ್ಯನ ಬೆಳಕಿನಲ್ಲಿ ಸಮಯ ಕಳೆಯುವುದರಿಂದ ನೀವು ವಿಟಮಿನ್ ಡಿ ಪಡೆಯಬಹುದು. ಮೊಟ್ಟೆ, ಮೀನು, ಹಾಲು ಮತ್ತು ಅಣಬೆಗಳನ್ನು ಸೇವಿಸಬಹುದು.	[14, 1421, 255, 1604]
campa-article	[700, 949, 1506, 1577]
page-number: 6	[14, 7, 45, 62]
issue-date: ಶುಕ್ರವಾರ 9.1.2026	[87, 45, 172, 57]
rashi-column-3: ♐ ಧನಸ್ಸು: ಅಧಿಕ ಪ್ರೀತಿ, ಕುಟುಂಬದಿಂದ ಸಹಕಾರ, ಉದ್ಯೋಗದಲ್ಲಿ ಬಡ್ತಿ, ಧಾರ್ಮಿಕ ಕಾರ್ಯಗಳಲ್ಲಿ ಭಾಗವಹಿಸಿ, ತಾಯಿಗೆ ಆರೋಗ್ಯ. ♑ ಮಕರ: ಅನಿರೀಕ್ಷಿತ ಆರ್ಥಿಕ ಲಾಭ, ಗೌರವಕ್ಕೆ ಧಕ್ಕೆ, ಕೆಲಸದಲ್ಲಿ ಒತ್ತಡ, ಕುಟುಂಬದಲ್ಲಿ ಶುಭ. ♒ ಕುಂಭ: ಸಂಗಾತಿಯಿಂದ ಲಾಭ, ಅಧಿಕಾರಿಗಳಿಂದ ಉತ್ತಮ ಸಹಕಾರ, ರಾಜಕೀಯ ವ್ಯಕ್ತಿಗಳಿಂದ ಲಾಭ, ಹೊಸ ವ್ಯವಹಾರ. ♓ ಮೀನ: ಸೇವಾ ಕ್ಷೇತ್ರದಲ್ಲಿ ಉದ್ಯೋಗ ಲಾಭ, ಅಧಿಕ ಕೆಲಸದ ಒತ್ತಡ, ಆರೋಗ್ಯದಲ್ಲಿ ಏರುಪೇರು.	[617, 2210, 857, 2380]
dance-body-left: ಪ್ರತಿ ವರ್ಷ ಜನವರಿ 9 ರಂದು ಪ್ರಪಂಚದಾದ್ಯಂತ ಅಂತರರಾಷ್ಟ್ರೀಯ ನೃತ್ಯ ಸಂಯೋಜಕರ ದಿನವನ್ನು ಆಚರಿಸಲಾಗುತ್ತದೆ. ನೃತ್ಯ ಸಂಯೋಜಕರು ಕಲೆಯ ಲೋಕದಲ್ಲಿ ಮಹತ್ವದ ಪಾತ್ರ ವಹಿಸುತ್ತಾರೆ. ನೃತ್ಯ ಸಂಯೋಜನೆ ಎಂಬುದು ಚಲನೆಗಳ ಮೂಲಕ ಕಥೆ ಹೇಳುವ ಕಲೆ. ನೃತ್ಯ ಸಂಯೋಜಕರ ಕೊಡುಗೆಯನ್ನು ಗುರುತಿಸಿ ಗೌರವಿಸುವ ಉದ್ದೇಶದಿಂದ ಈ ದಿನವನ್ನು ಆಚರಿಸಲಾಗುತ್ತದೆ. ಚಲನಚಿತ್ರ, ರಂಗಭೂಮಿ, ದೂರದರ್ಶನ ಮತ್ತು ವೇದಿಕೆ ಕಾರ್ಯಕ್ರಮಗಳಲ್ಲಿ ನೃತ್ಯ ಸಂಯೋಜಕರು ಪ್ರೇಕ್ಷಕರ ಮನಸೂರೆಗೊಳ್ಳುವ ಕೆಲಸ ಮಾಡುತ್ತಾರೆ. ಪ್ರತಿಯೊಂದು ನೃತ್ಯದ ಹಿಂದೆ ದೀರ್ಘ ಅಭ್ಯಾಸ, ಸೃಜನಶೀಲತೆ ಮತ್ತು ಶಿಸ್ತು ಅಡಗಿರುತ್ತದೆ. ನೃತ್ಯ ಕಲೆಯನ್ನು ಮುಂದಿನ ಪೀಳಿಗೆಗೆ ತಲುಪಿಸುವಲ್ಲಿ ಅವರ ಪಾತ್ರ ಅಪಾರ. ಭಾರತದಲ್ಲಿ ಭರತನಾಟ್ಯ, ಕಥಕ್, ಕೂಚಿಪುಡಿ, ಒಡಿಸ್ಸಿ ಮುಂತಾದ ಶಾಸ್ತ್ರೀಯ ನೃತ್ಯ ಪ್ರಕಾರಗಳು ಹಾಗೂ ಜಾನಪದ ನೃತ್ಯಗಳು ಶ್ರೀಮಂತ ಪರಂಪರೆಯನ್ನು ಹೊಂದಿವೆ. ನೃತ್ಯ ಸಂಯೋಜಕರು ಈ ಪರಂಪರೆಯನ್ನು ಆಧುನಿಕತೆಯೊಂದಿಗೆ ಬೆಸೆದು ಹೊಸ ರೂಪ ನೀಡುತ್ತಿದ್ದಾರೆ. ಈ ದಿನದಂದು ವಿವಿಧ ಕಾರ್ಯಾಗಾರಗಳು, ನೃತ್ಯ ಪ್ರದರ್ಶನಗಳು ಹಾಗೂ ಗೌರವ ಸಮಾರಂಭಗಳನ್ನು ಆಯೋಜಿಸಲಾಗುತ್ತದೆ. ಯುವ ಕಲಾವಿದರನ್ನು ಪ್ರೋತ್ಸಾಹಿಸುವ ಕಾರ್ಯವೂ ನಡೆಯುತ್ತದೆ. ನೃತ್ಯ ಸಂಯೋಜನೆ ಕೇವಲ ಮನರಂಜನೆ ಅಲ್ಲ, ಅದು ಭಾವನೆಗಳ ಅಭಿವ್ಯಕ್ತಿ ಹಾಗೂ ಸಂಸ್ಕೃತಿಯ ಪ್ರತಿಬಿಂಬವಾಗಿದೆ. ಕಾಲಾನಂತರದಲ್ಲಿ ನೃತ್ಯ ಕಲೆಯು ಅನೇಕ ಬದಲಾವಣೆಗಳನ್ನು ಕಂಡಿದ್ದು, ಅದರ ಮೂಲ ಸತ್ವ ಮಾತ್ರ ಹಾಗೆಯೇ ಉಳಿದಿದೆ.	[865, 2209, 1030, 2453]
acne-frame	[6, 1410, 700, 2199]
masthead	[6, 6, 306, 205]
astrologer-name: ಜಯಶ್ರೀ.ಬಿ.ಆರ್	[90, 2210, 152, 2223]
villain-still-2	[913, 756, 1119, 942]
method-text: ಟೊಮೆಟೊ ಬೇಯಿಸುವುದು:ಬಾಣಲೆಯಲ್ಲಿ ಸ್ವಲ್ಪ ಎಣ್ಣೆ ಹಾಕಿ ಕತ್ತರಿಸಿದ ಟೊಮೆಟೊ, ಬೆಳ್ಳುಳ್ಳಿ, ಶುಂಠಿ, ಮೆಣಸಿನಕಾಯಿ ಹಾಕಿ ಟೊಮೆಟೊ ಮೆತ್ತಗಾಗುವವರೆಗೆ ಬೇಯಿಸಿ. ನಂತರ ಆರಲು ಬಿಡಿ. ರುಬ್ಬುವುದು:ಮಿಶ್ರಣ ತಣ್ಣಗಾದ ಮೇಲೆ ಮಿಕ್ಸಿ ಜಾರ್‌ಗೆ ಹಾಕಿ, ತೆಂಗಿನಕಾಯಿ (ಹಾಕುವುದಾದರೆ), ಉಪ್ಪು, ಹುಣಸೆಹಣ್ಣು/ಬೆಲ್ಲ ಸೇರಿಸಿ ನುಣ್ಣಗೆ ರುಬ್ಬಿಕೊಳ್ಳಿ (ಸ್ವಲ್ಪ ನೀರು ಸೇರಿಸಬಹುದು). ಒಗ್ಗರಣೆ:ಅದೇ ಬಾಣಲೆಯಲ್ಲಿ ಎಣ್ಣೆ ಬಿಸಿ ಮಾಡಿ ಸಾಸಿವೆ, ಜೀರಿಗೆ ಸಿಡಿದ ಕರಿಬೇವು, ಒಣ ಮೆಣಸಿನಕಾಯಿ, ಇಂಗು ಹಾಕಿ ಹುರಿಯಿರಿ. ಮಿಶ್ರಣ:ಈ ಒಗ್ಗರಣೆಯನ್ನು ರುಬ್ಬಿದ ಚಟ್ನಿಯ ಮೇಲೆ ಹಾಕಿ ಚೆನ್ನಾಗಿ ಮಿಶ್ರಣ ಮಾಡಿ. ಸ್ವಲ್ಪ ಹೊತ್ತು ಕಡಿಮೆ ಉರಿಯಲ್ಲಿ ಕುದಿಸಿ, ಎಣ್ಣೆ ತೇಲಲು ಆರಂಭಿಸಿದರೆ ಚಟ್ನಿ ಸಿದ್ಧ.	[503, 293, 693, 423]
pisces-icon: ♓	[617, 2340, 657, 2380]
